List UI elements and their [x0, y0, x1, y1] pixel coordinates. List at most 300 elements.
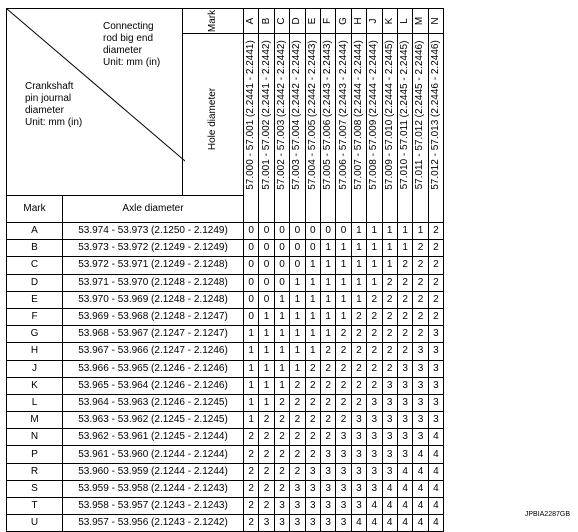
grade-cell: 2: [320, 360, 335, 377]
row-mark: H: [7, 343, 63, 360]
grade-cell: 1: [320, 308, 335, 325]
grade-cell: 2: [336, 326, 351, 343]
grade-cell: 0: [290, 223, 305, 240]
grade-cell: 0: [305, 240, 320, 257]
grade-cell: 2: [428, 291, 443, 308]
grade-cell: 1: [274, 326, 289, 343]
grade-cell: 3: [397, 412, 412, 429]
grade-cell: 2: [382, 326, 397, 343]
row-axle-diameter: 53.965 - 53.964 (2.1246 - 2.1246): [63, 377, 244, 394]
grade-cell: 4: [413, 463, 428, 480]
row-axle-diameter: 53.966 - 53.965 (2.1246 - 2.1246): [63, 360, 244, 377]
grade-cell: 4: [413, 446, 428, 463]
grade-cell: 0: [290, 240, 305, 257]
grade-cell: 4: [382, 515, 397, 532]
table-row: [7, 257, 444, 274]
grade-cell: 1: [382, 257, 397, 274]
grade-cell: 3: [351, 463, 366, 480]
column-mark: J: [368, 18, 380, 24]
grade-cell: 4: [397, 498, 412, 515]
grade-cell: 0: [259, 274, 274, 291]
grade-cell: 0: [259, 291, 274, 308]
grade-cell: 2: [320, 377, 335, 394]
grade-cell: 3: [320, 515, 335, 532]
row-mark: U: [7, 515, 63, 532]
grade-cell: 2: [274, 463, 289, 480]
grade-cell: 1: [290, 343, 305, 360]
grade-cell: 2: [244, 429, 259, 446]
grade-cell: 0: [244, 257, 259, 274]
grade-cell: 1: [351, 291, 366, 308]
grade-cell: 1: [320, 326, 335, 343]
grade-cell: 2: [290, 412, 305, 429]
grade-cell: 3: [336, 429, 351, 446]
grade-cell: 1: [382, 240, 397, 257]
grade-cell: 2: [290, 463, 305, 480]
grade-cell: 2: [336, 343, 351, 360]
grade-cell: 2: [320, 343, 335, 360]
column-mark: A: [245, 17, 257, 25]
grade-cell: 2: [259, 412, 274, 429]
table-row: [7, 412, 444, 429]
grade-cell: 3: [336, 463, 351, 480]
grade-cell: 1: [351, 240, 366, 257]
row-axle-diameter: 53.962 - 53.961 (2.1245 - 2.1244): [63, 429, 244, 446]
row-mark: L: [7, 394, 63, 411]
row-mark: S: [7, 480, 63, 497]
column-header-E: [305, 9, 320, 223]
grade-cell: 1: [290, 291, 305, 308]
grade-cell: 2: [367, 291, 382, 308]
column-range: 57.009 - 57.010 (2.2444 - 2.2445): [383, 40, 395, 190]
grade-cell: 2: [259, 446, 274, 463]
column-mark-cell: [352, 9, 366, 34]
grade-cell: 3: [413, 343, 428, 360]
column-range: 57.007 - 57.008 (2.2444 - 2.2444): [352, 40, 364, 190]
grade-cell: 3: [382, 463, 397, 480]
grade-cell: 3: [367, 463, 382, 480]
grade-cell: 0: [244, 240, 259, 257]
grade-cell: 3: [413, 394, 428, 411]
grade-cell: 2: [397, 274, 412, 291]
column-mark-cell: [244, 9, 258, 34]
grade-cell: 3: [428, 394, 443, 411]
grade-cell: 4: [397, 480, 412, 497]
row-axle-diameter: 53.971 - 53.970 (2.1248 - 2.1248): [63, 274, 244, 291]
grade-cell: 3: [382, 412, 397, 429]
column-header-M: [413, 9, 428, 223]
grade-cell: 3: [367, 480, 382, 497]
grade-cell: 1: [367, 274, 382, 291]
column-mark-cell: [275, 9, 289, 34]
grade-cell: 4: [367, 515, 382, 532]
grade-cell: 4: [428, 498, 443, 515]
grade-cell: 2: [382, 308, 397, 325]
grade-cell: 3: [382, 394, 397, 411]
column-mark-cell: [290, 9, 304, 34]
grade-cell: 3: [428, 412, 443, 429]
grade-cell: 0: [244, 223, 259, 240]
row-mark: G: [7, 326, 63, 343]
grade-cell: 2: [413, 257, 428, 274]
grade-cell: 1: [336, 240, 351, 257]
mark-top-label: Mark: [207, 9, 218, 33]
grade-cell: 1: [382, 223, 397, 240]
row-axle-diameter: 53.967 - 53.966 (2.1247 - 2.1246): [63, 343, 244, 360]
grade-cell: 2: [397, 291, 412, 308]
grade-cell: 1: [290, 326, 305, 343]
row-mark: T: [7, 498, 63, 515]
grade-cell: 1: [274, 377, 289, 394]
column-mark-cell: [383, 9, 397, 34]
grade-cell: 3: [413, 377, 428, 394]
grade-cell: 3: [413, 429, 428, 446]
column-header-A: [244, 9, 259, 223]
grade-cell: 3: [428, 326, 443, 343]
grade-cell: 2: [290, 377, 305, 394]
grade-cell: 2: [382, 343, 397, 360]
grade-cell: 1: [244, 377, 259, 394]
column-range: 57.002 - 57.003 (2.2442 - 2.2442): [275, 40, 287, 190]
table-row: [7, 394, 444, 411]
column-range: 57.004 - 57.005 (2.2442 - 2.2443): [306, 40, 318, 190]
grade-cell: 1: [336, 308, 351, 325]
grade-cell: 3: [320, 480, 335, 497]
connecting-rod-label: Connecting rod big end diameter Unit: mm (in): [103, 21, 161, 68]
grade-cell: 1: [336, 274, 351, 291]
grade-cell: 1: [244, 360, 259, 377]
grade-cell: 1: [259, 326, 274, 343]
figure-code: JPBIA2287GB: [524, 511, 570, 518]
grade-cell: 2: [336, 412, 351, 429]
grade-cell: 3: [397, 360, 412, 377]
grade-cell: 4: [397, 515, 412, 532]
row-mark: A: [7, 223, 63, 240]
row-axle-diameter: 53.973 - 53.972 (2.1249 - 2.1249): [63, 240, 244, 257]
grade-cell: 2: [428, 308, 443, 325]
column-mark: G: [337, 17, 349, 25]
grade-cell: 1: [320, 291, 335, 308]
grade-cell: 0: [274, 257, 289, 274]
column-range: 57.012 - 57.013 (2.2446 - 2.2446): [429, 40, 441, 190]
grade-cell: 2: [428, 240, 443, 257]
grade-cell: 3: [397, 429, 412, 446]
grade-cell: 1: [367, 257, 382, 274]
grade-cell: 1: [259, 343, 274, 360]
row-mark: M: [7, 412, 63, 429]
column-mark: F: [322, 17, 334, 25]
grade-cell: 1: [274, 308, 289, 325]
grade-cell: 2: [259, 480, 274, 497]
grade-cell: 2: [413, 326, 428, 343]
grade-cell: 2: [336, 360, 351, 377]
row-mark: P: [7, 446, 63, 463]
grade-cell: 3: [290, 480, 305, 497]
grade-cell: 0: [336, 223, 351, 240]
grade-cell: 2: [351, 360, 366, 377]
table-row: [7, 429, 444, 446]
grade-cell: 3: [274, 498, 289, 515]
table-row: [7, 515, 444, 532]
column-mark-cell: [336, 9, 350, 34]
table-row: [7, 274, 444, 291]
row-axle-diameter: 53.970 - 53.969 (2.1248 - 2.1248): [63, 291, 244, 308]
grade-cell: 3: [382, 446, 397, 463]
column-header-G: [336, 9, 351, 223]
grade-cell: 2: [305, 446, 320, 463]
grade-cell: 1: [351, 223, 366, 240]
hole-diameter-label: Hole diameter: [207, 87, 218, 151]
column-mark-cell: [321, 9, 335, 34]
grade-cell: 2: [428, 223, 443, 240]
grade-cell: 2: [274, 429, 289, 446]
grade-cell: 4: [428, 480, 443, 497]
column-header-C: [274, 9, 289, 223]
grade-cell: 2: [351, 394, 366, 411]
grade-cell: 2: [397, 257, 412, 274]
grade-cell: 3: [320, 446, 335, 463]
axle-diameter-header: Axle diameter: [63, 196, 244, 223]
grade-cell: 3: [397, 394, 412, 411]
column-header-J: [367, 9, 382, 223]
grade-cell: 2: [320, 412, 335, 429]
grade-cell: 2: [382, 291, 397, 308]
row-axle-diameter: 53.959 - 53.958 (2.1244 - 2.1243): [63, 480, 244, 497]
grade-cell: 0: [259, 240, 274, 257]
column-header-N: [428, 9, 443, 223]
grade-cell: 3: [336, 498, 351, 515]
grade-cell: 1: [244, 412, 259, 429]
grade-cell: 2: [336, 394, 351, 411]
column-mark-cell: [306, 9, 320, 34]
grade-cell: 2: [305, 360, 320, 377]
grade-cell: 2: [274, 446, 289, 463]
column-header-L: [397, 9, 412, 223]
grade-cell: 0: [274, 274, 289, 291]
grade-cell: 1: [351, 257, 366, 274]
grade-cell: 1: [259, 394, 274, 411]
table-row: [7, 291, 444, 308]
row-axle-diameter: 53.968 - 53.967 (2.1247 - 2.1247): [63, 326, 244, 343]
grade-cell: 2: [351, 326, 366, 343]
grade-cell: 1: [290, 274, 305, 291]
grade-cell: 2: [259, 463, 274, 480]
grade-cell: 3: [351, 498, 366, 515]
grade-cell: 4: [413, 480, 428, 497]
grade-cell: 0: [320, 223, 335, 240]
grade-cell: 3: [428, 377, 443, 394]
column-mark-cell: [413, 9, 427, 34]
grade-cell: 1: [274, 360, 289, 377]
grade-cell: 2: [351, 377, 366, 394]
column-mark-cell: [259, 9, 273, 34]
column-range: 57.008 - 57.009 (2.2444 - 2.2444): [368, 40, 380, 190]
grade-cell: 1: [259, 377, 274, 394]
grade-cell: 4: [428, 429, 443, 446]
grade-cell: 1: [367, 223, 382, 240]
grade-cell: 2: [274, 480, 289, 497]
row-axle-diameter: 53.964 - 53.963 (2.1246 - 2.1245): [63, 394, 244, 411]
grade-cell: 3: [428, 343, 443, 360]
header-corner-cell: [7, 9, 183, 196]
grade-cell: 3: [336, 515, 351, 532]
row-axle-diameter: 53.958 - 53.957 (2.1243 - 2.1243): [63, 498, 244, 515]
row-axle-diameter: 53.974 - 53.973 (2.1250 - 2.1249): [63, 223, 244, 240]
column-range: 57.005 - 57.006 (2.2443 - 2.2443): [322, 40, 334, 190]
grade-cell: 2: [290, 446, 305, 463]
grade-cell: 2: [259, 498, 274, 515]
grade-cell: 3: [413, 360, 428, 377]
grade-cell: 1: [397, 223, 412, 240]
grade-cell: 2: [413, 240, 428, 257]
grade-cell: 3: [336, 446, 351, 463]
column-range: 57.003 - 57.004 (2.2442 - 2.2442): [291, 40, 303, 190]
grade-cell: 1: [336, 291, 351, 308]
grade-cell: 3: [305, 515, 320, 532]
row-mark: C: [7, 257, 63, 274]
column-range: 57.011 - 57.012 (2.2445 - 2.2446): [414, 40, 426, 190]
grade-cell: 3: [305, 463, 320, 480]
grade-cell: 2: [428, 274, 443, 291]
column-range: 57.000 - 57.001 (2.2441 - 2.2441): [245, 40, 257, 190]
row-mark: N: [7, 429, 63, 446]
grade-cell: 3: [397, 377, 412, 394]
grade-cell: 4: [382, 480, 397, 497]
grade-cell: 4: [382, 498, 397, 515]
grade-cell: 1: [351, 274, 366, 291]
row-axle-diameter: 53.972 - 53.971 (2.1249 - 2.1248): [63, 257, 244, 274]
grade-cell: 3: [351, 446, 366, 463]
grade-cell: 3: [367, 412, 382, 429]
grade-cell: 2: [367, 326, 382, 343]
column-mark-cell: [398, 9, 412, 34]
column-mark: M: [414, 16, 426, 26]
grade-cell: 2: [320, 394, 335, 411]
grade-cell: 2: [397, 326, 412, 343]
column-header-K: [382, 9, 397, 223]
row-axle-diameter: 53.963 - 53.962 (2.1245 - 2.1245): [63, 412, 244, 429]
grade-cell: 4: [351, 515, 366, 532]
grade-cell: 2: [367, 377, 382, 394]
row-axle-diameter: 53.960 - 53.959 (2.1244 - 2.1244): [63, 463, 244, 480]
grade-cell: 2: [244, 498, 259, 515]
row-mark: E: [7, 291, 63, 308]
grade-cell: 0: [244, 308, 259, 325]
table-row: [7, 223, 444, 240]
grade-cell: 0: [259, 223, 274, 240]
column-mark-cell: [429, 9, 443, 34]
column-header-H: [351, 9, 366, 223]
column-mark: B: [260, 17, 272, 25]
grade-cell: 3: [351, 429, 366, 446]
row-mark: F: [7, 308, 63, 325]
grade-cell: 3: [259, 515, 274, 532]
table-row: [7, 446, 444, 463]
grade-cell: 2: [274, 412, 289, 429]
column-mark: L: [399, 18, 411, 24]
grade-cell: 1: [259, 360, 274, 377]
grade-cell: 2: [397, 343, 412, 360]
grade-cell: 2: [428, 257, 443, 274]
bearing-selection-table: [6, 8, 444, 532]
row-axle-diameter: 53.957 - 53.956 (2.1243 - 2.1242): [63, 515, 244, 532]
grade-cell: 1: [259, 308, 274, 325]
grade-cell: 3: [351, 412, 366, 429]
grade-cell: 2: [397, 308, 412, 325]
grade-cell: 4: [428, 446, 443, 463]
grade-cell: 4: [397, 463, 412, 480]
grade-cell: 1: [305, 257, 320, 274]
grade-cell: 1: [320, 257, 335, 274]
grade-cell: 3: [320, 498, 335, 515]
grade-cell: 2: [244, 480, 259, 497]
grade-cell: 2: [305, 429, 320, 446]
grade-cell: 3: [367, 429, 382, 446]
grade-cell: 1: [413, 223, 428, 240]
grade-cell: 2: [382, 360, 397, 377]
grade-cell: 3: [413, 412, 428, 429]
grade-cell: 1: [290, 308, 305, 325]
table-row: [7, 498, 444, 515]
column-range: 57.001 - 57.002 (2.2441 - 2.2442): [260, 40, 272, 190]
grade-cell: 3: [397, 446, 412, 463]
grade-cell: 4: [367, 498, 382, 515]
grade-cell: 2: [351, 343, 366, 360]
mark-top-cell: [183, 9, 243, 34]
grade-cell: 2: [367, 343, 382, 360]
grade-cell: 4: [428, 463, 443, 480]
grade-cell: 3: [351, 480, 366, 497]
grade-cell: 0: [244, 274, 259, 291]
grade-cell: 3: [367, 446, 382, 463]
column-mark: N: [429, 17, 441, 25]
column-mark: K: [383, 17, 395, 25]
column-header-D: [290, 9, 305, 223]
grade-cell: 2: [413, 308, 428, 325]
table-row: [7, 480, 444, 497]
grade-cell: 1: [305, 343, 320, 360]
grade-cell: 1: [305, 326, 320, 343]
row-mark: D: [7, 274, 63, 291]
grade-cell: 3: [290, 498, 305, 515]
grade-cell: 4: [413, 515, 428, 532]
grade-cell: 3: [320, 463, 335, 480]
grade-cell: 1: [397, 240, 412, 257]
grade-cell: 2: [351, 308, 366, 325]
grade-cell: 3: [428, 360, 443, 377]
grade-cell: 0: [244, 291, 259, 308]
row-mark: K: [7, 377, 63, 394]
grade-cell: 2: [305, 377, 320, 394]
grade-cell: 2: [320, 429, 335, 446]
grade-cell: 1: [336, 257, 351, 274]
grade-cell: 0: [274, 240, 289, 257]
grade-cell: 1: [305, 274, 320, 291]
grade-cell: 2: [336, 377, 351, 394]
grade-cell: 2: [367, 360, 382, 377]
column-mark: H: [352, 17, 364, 25]
grade-cell: 3: [305, 480, 320, 497]
row-mark: B: [7, 240, 63, 257]
column-mark: D: [291, 17, 303, 25]
grade-cell: 1: [367, 240, 382, 257]
grade-cell: 4: [428, 515, 443, 532]
grade-cell: 4: [413, 498, 428, 515]
grade-cell: 2: [244, 463, 259, 480]
grade-cell: 0: [259, 257, 274, 274]
grade-cell: 3: [367, 394, 382, 411]
table-row: [7, 326, 444, 343]
